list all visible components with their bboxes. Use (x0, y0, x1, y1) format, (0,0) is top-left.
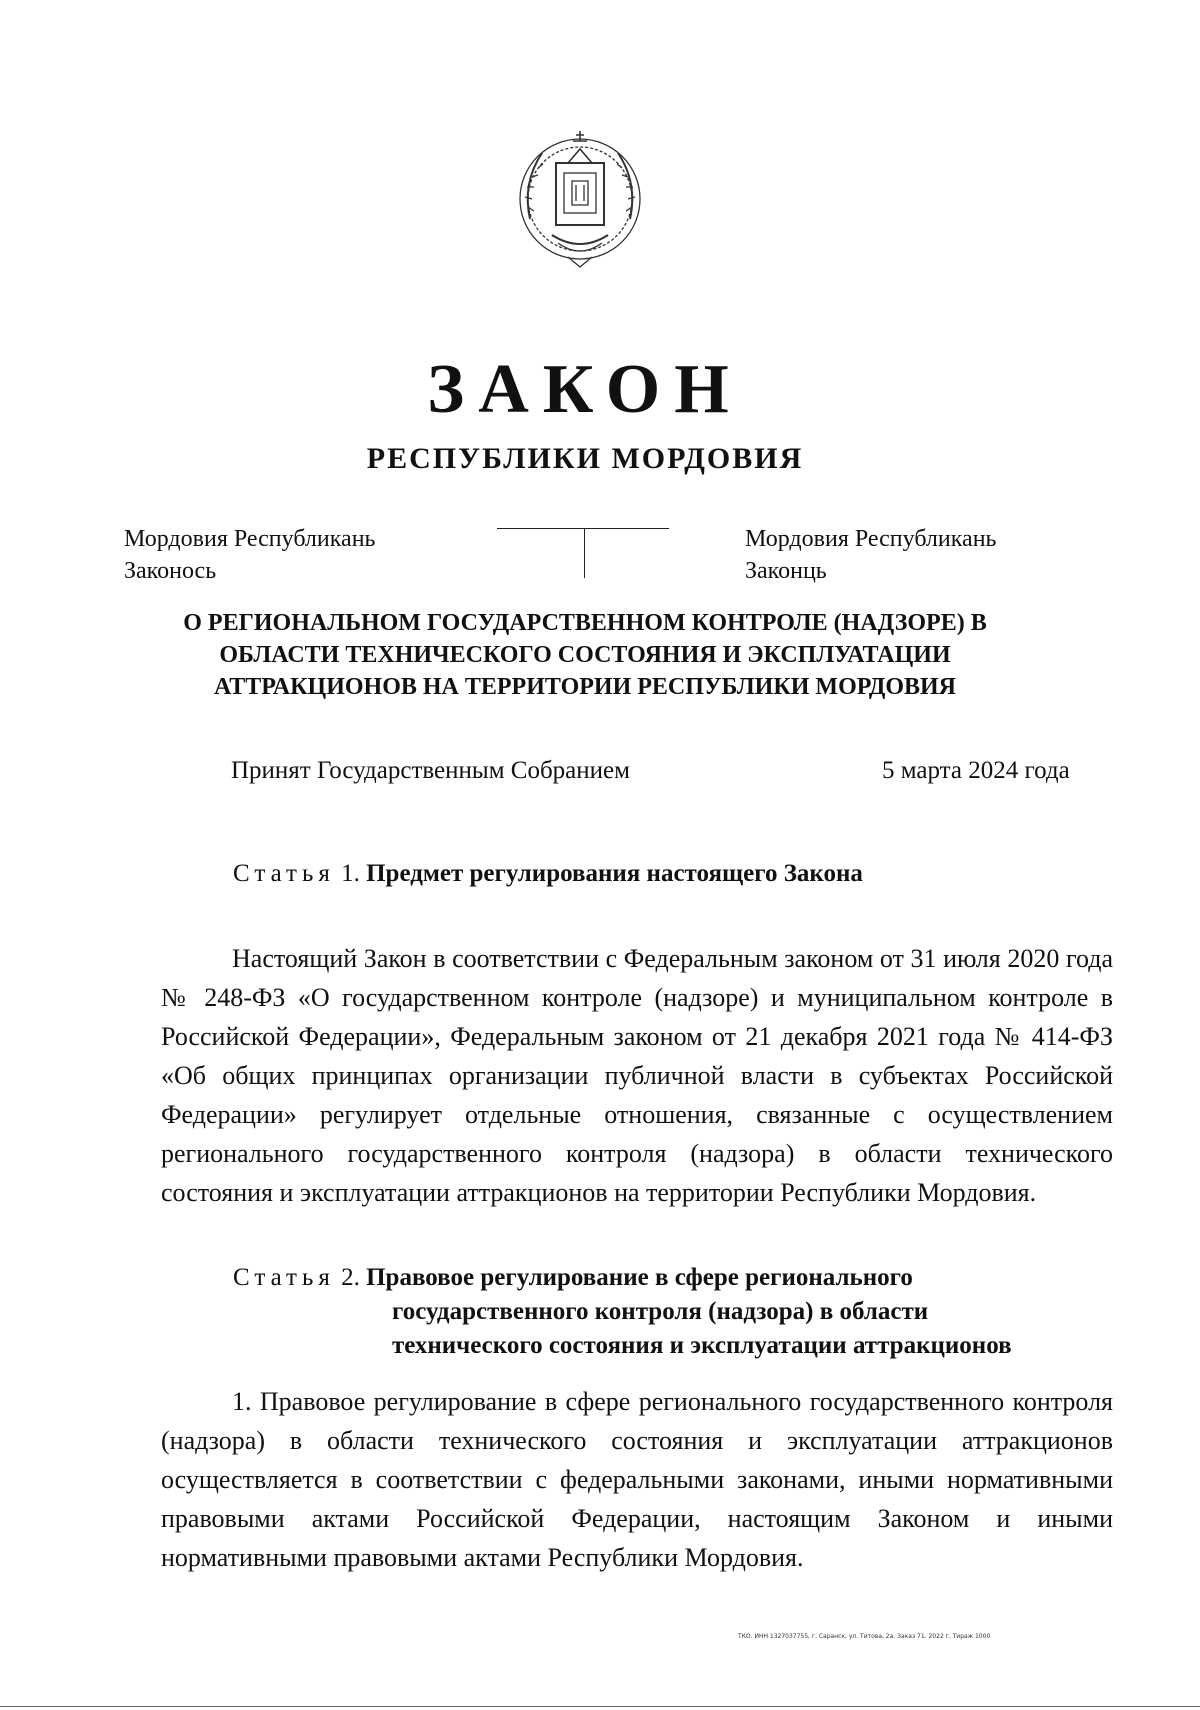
law-name-erzya-line2: Законць (745, 558, 827, 584)
article-2-title-line2: государственного контроля (надзора) в области (392, 1298, 929, 1325)
law-name-erzya (745, 523, 996, 587)
article-1-heading (233, 857, 863, 891)
adoption-statement: Принят Государственным Собранием (231, 757, 630, 784)
page-bottom-edge (0, 1706, 1200, 1707)
article-2-title-line3: технического состояния и эксплуатации аттракционов (392, 1332, 1012, 1359)
document-title (0, 607, 1170, 703)
law-number-field-line (497, 528, 669, 529)
article-2-body (161, 1382, 1113, 1577)
law-name-erzya-line1: Мордовия Республикань (745, 526, 997, 552)
article-2-heading-continued (392, 1295, 1012, 1363)
adoption-date: 5 марта 2024 года (882, 757, 1070, 784)
document-title-line2: ОБЛАСТИ ТЕХНИЧЕСКОГО СОСТОЯНИЯ И ЭКСПЛУАТАЦИИ (219, 642, 951, 668)
article-1-text: Настоящий Закон в соответствии с Федеральным законом от 31 июля 2020 года № 248-ФЗ «О государственном контроле (надзоре) и муниципальном контроле в Российской Федерации», Федеральным законом от 21 декабря 2021 года № 414-ФЗ «Об общих принципах организации публичной власти в субъектах Российской Федерации» регулирует отдельные отношения, связанные с осуществлением регионального государственного контроля (надзора) в области технического состояния и эксплуатации аттракционов на территории Республики Мордовия. (161, 944, 1113, 1207)
law-name-moksha (124, 523, 375, 587)
law-title: ЗАКОН (427, 351, 743, 428)
article-label: Статья (233, 1264, 335, 1291)
law-name-moksha-line1: Мордовия Республикань (124, 526, 376, 552)
article-1-body (161, 939, 1113, 1212)
document-title-line3: АТТРАКЦИОНОВ НА ТЕРРИТОРИИ РЕСПУБЛИКИ МОРДОВИЯ (213, 674, 957, 700)
law-name-moksha-line2: Законось (124, 558, 217, 584)
article-2-title-line1: Правовое регулирование в сфере регионального (366, 1264, 913, 1291)
document-title-line1: О РЕГИОНАЛЬНОМ ГОСУДАРСТВЕННОМ КОНТРОЛЕ (НАДЗОРЕ) В (183, 610, 987, 636)
law-number-field-tick (584, 528, 585, 578)
coat-of-arms-emblem (512, 123, 648, 275)
article-label: Статья (233, 860, 335, 887)
article-1-title: Предмет регулирования настоящего Закона (366, 860, 863, 887)
republic-subtitle: РЕСПУБЛИКИ МОРДОВИЯ (366, 442, 804, 475)
article-2-heading (233, 1261, 913, 1295)
article-2-paragraph-1: 1. Правовое регулирование в сфере регионального государственного контроля (надзора) в области технического состояния и эксплуатации аттракционов осуществляется в соответствии с федеральными законами, иными нормативными правовыми актами Российской Федерации, настоящим Законом и иными нормативными правовыми актами Республики Мордовия. (161, 1387, 1113, 1572)
print-imprint: ТКО. ИНН 1327037755, г. Саранск, ул. Титова, 2а. Заказ 71. 2022 г. Тираж 1000 (738, 1633, 991, 1640)
article-number: 2. (341, 1264, 360, 1291)
article-number: 1. (341, 860, 360, 887)
